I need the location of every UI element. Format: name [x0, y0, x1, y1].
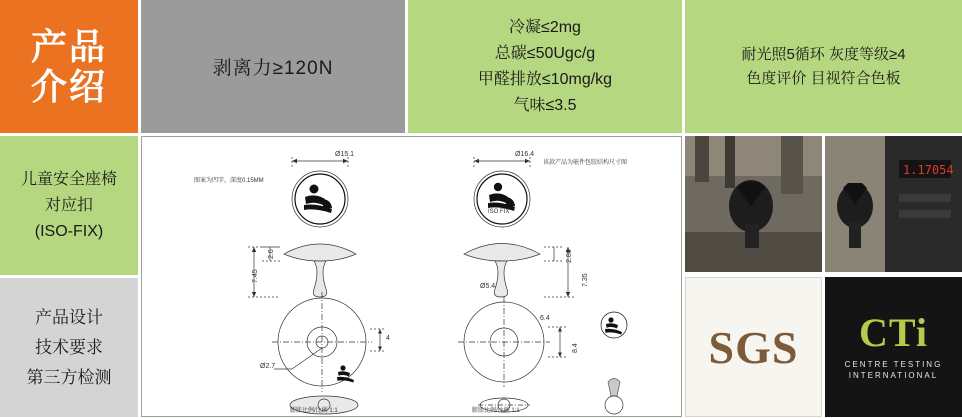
- title-block: [0, 0, 138, 133]
- cti-certificate-logo: [825, 277, 962, 417]
- emission-spec-block: [408, 0, 682, 133]
- dim-7-35: 7.35: [582, 273, 589, 287]
- peel-strength-text: 剥离力≥120N: [212, 58, 334, 79]
- title-line1: 产品: [30, 25, 107, 67]
- dim-4: 4: [386, 335, 390, 342]
- lightfastness-block: [685, 0, 962, 133]
- dim-d5-4: Ø5.4: [480, 283, 496, 290]
- design-line-2: 技术要求: [35, 337, 103, 357]
- dim-8-4: 8.4: [572, 343, 579, 353]
- design-line-3: 第三方检测: [26, 367, 112, 387]
- isofix-label-block: [0, 136, 138, 275]
- cti-logo-sub-2: INTERNATIONAL: [848, 371, 939, 380]
- isofix-line-3: (ISO-FIX): [34, 222, 104, 240]
- cti-logo-sub-1: CENTRE TESTING: [844, 360, 943, 369]
- test-machine-photo-1: [685, 136, 822, 272]
- design-line-1: 产品设计: [35, 307, 103, 327]
- dim-d15-1: Ø15.1: [335, 151, 355, 158]
- technical-drawing: [141, 136, 682, 417]
- scale-note-left: 膨胀比例/比例 1:1: [290, 408, 338, 414]
- title-line2: 介绍: [30, 65, 107, 107]
- dim-d16-4: Ø16.4: [515, 151, 535, 158]
- dim-6-4: 6.4: [540, 315, 550, 322]
- design-requirement-block: [0, 278, 138, 417]
- note-pattern-depth: 图案为凹字，深度0.15MM: [194, 178, 264, 184]
- emission-line-1: 冷凝≤2mg: [509, 18, 581, 36]
- peel-strength-block: [141, 0, 405, 133]
- isofix-line-2: 对应扣: [44, 196, 93, 214]
- emission-line-2: 总碳≤50Ugc/g: [494, 44, 596, 62]
- sgs-logo-text: SGS: [708, 321, 799, 373]
- lightfast-line-1: 耐光照5循环 灰度等级≥4: [741, 45, 906, 63]
- cti-logo-text: CTi: [859, 310, 928, 355]
- dim-2-86: 2.86: [566, 249, 573, 263]
- note-insert-structure: 该款产品为嵌件包胶结构尺寸图: [543, 160, 628, 166]
- dim-7-45: 7.45: [252, 269, 259, 283]
- emission-line-4: 气味≤3.5: [513, 96, 577, 114]
- dim-2-6: 2.6: [268, 249, 275, 259]
- isofix-line-1: 儿童安全座椅: [20, 170, 117, 188]
- isofix-text-label: ISO FIX: [488, 209, 510, 215]
- svg-text:1.17054: 1.17054: [903, 163, 954, 177]
- dim-d2-7: Ø2.7: [260, 363, 276, 370]
- sgs-certificate-logo: [685, 277, 822, 417]
- test-machine-photo-2: [825, 136, 962, 272]
- emission-line-3: 甲醛排放≤10mg/kg: [477, 70, 613, 88]
- lightfast-line-2: 色度评价 目视符合色板: [746, 69, 901, 87]
- scale-note-right: 膨胀比例/比例 1:1: [472, 408, 520, 414]
